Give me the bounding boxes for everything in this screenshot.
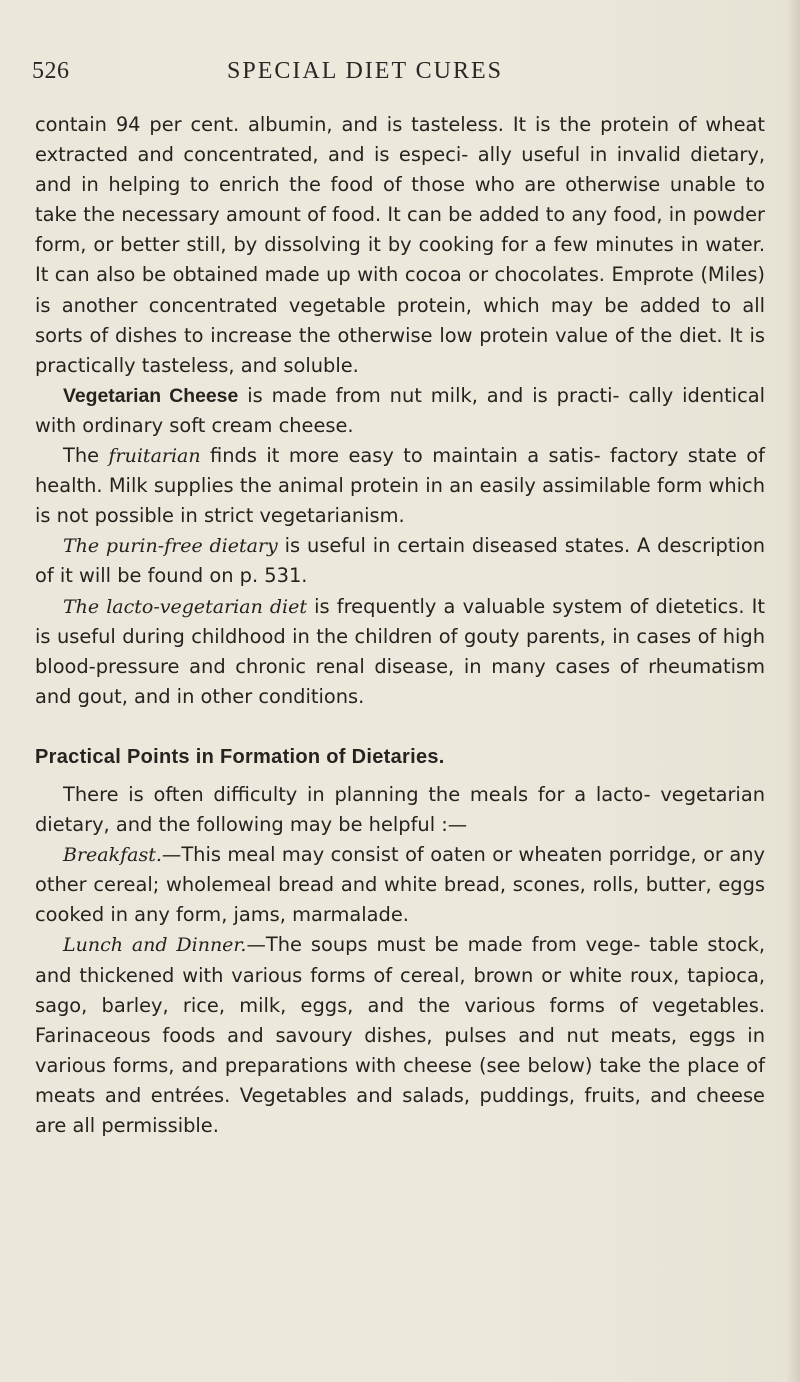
paragraph-lunch-dinner	[35, 930, 765, 1141]
term-purin-free-dietary: The purin-free dietary	[63, 535, 278, 558]
paragraph-planning	[35, 780, 765, 840]
paragraph-text: finds it more easy to maintain a satis- factory state of health. Milk supplies the animal protein in an easily assimilable form which is not possible in strict vegetarianism.	[35, 444, 765, 528]
paragraph-lacto-vegetarian	[35, 592, 765, 712]
section-heading: Practical Points in Formation of Dietaries.	[35, 745, 445, 768]
term-breakfast: Breakfast.	[63, 844, 162, 867]
term-fruitarian: fruitarian	[108, 445, 201, 468]
paragraph-albumin	[35, 110, 765, 381]
page-number: 526	[32, 58, 70, 84]
paragraph-fruitarian	[35, 441, 765, 531]
term-lacto-vegetarian-diet: The lacto-vegetarian diet	[63, 595, 307, 618]
term-vegetarian-cheese: Vegetarian Cheese	[63, 384, 239, 407]
page-header	[32, 58, 772, 88]
paragraph-vegetarian-cheese	[35, 381, 765, 441]
paragraph-text: —The soups must be made from vege- table stock, and thickened with various forms of cereal, brown or white roux, tapioca, sago, barley, rice, milk, eggs, and the various forms of vegetables. Farinaceous foods and savoury dishes, pulses and nut meats, eggs in various forms, and preparations with cheese (see below) take the place of meats and entrées. Vegetables and salads, puddings, fruits, and cheese are all permissible.	[35, 933, 766, 1137]
term-lunch-and-dinner: Lunch and Dinner.	[63, 934, 247, 957]
paragraph-text: There is often difficulty in planning the meals for a lacto- vegetarian dietary, and the following may be helpful :—	[35, 782, 765, 837]
paragraph-text: —This meal may consist of oaten or wheaten porridge, or any other cereal; wholemeal bread and white bread, scones, rolls, butter, eggs cooked in any form, jams, marmalade.	[35, 843, 765, 927]
paragraph-breakfast	[35, 840, 765, 930]
page-body	[35, 110, 765, 1141]
paragraph-text: is frequently a valuable system of dietetics. It is useful during childhood in the children of gouty parents, in cases of high blood-pressure and chronic renal disease, in many cases of rheumatism and gout, and in other conditions.	[35, 594, 765, 708]
paragraph-text: is made from nut milk, and is practi- cally identical with ordinary soft cream cheese.	[35, 383, 766, 437]
paragraph-text: contain 94 per cent. albumin, and is tasteless. It is the protein of wheat extracted and concentrated, and is especi- ally useful in invalid dietary, and in helping to enrich the food of those who are otherwise unable to take the necessary amount of food. It can be added to any food, in powder form, or better still, by dissolving it by cooking for a few minutes in water. It can also be obtained made up with cocoa or chocolates. Emprote (Miles) is another concentrated vegetable protein, which may be added to all sorts of dishes to increase the otherwise low protein value of the diet. It is practically tasteless, and soluble.	[35, 113, 765, 377]
paragraph-text: is useful in certain diseased states. A description of it will be found on p. 531.	[35, 534, 765, 588]
running-head: SPECIAL DIET CURES	[227, 58, 504, 84]
paragraph-purin-free	[35, 531, 765, 591]
paragraph-text: The	[63, 444, 109, 468]
page-edge-shadow	[786, 0, 800, 1382]
